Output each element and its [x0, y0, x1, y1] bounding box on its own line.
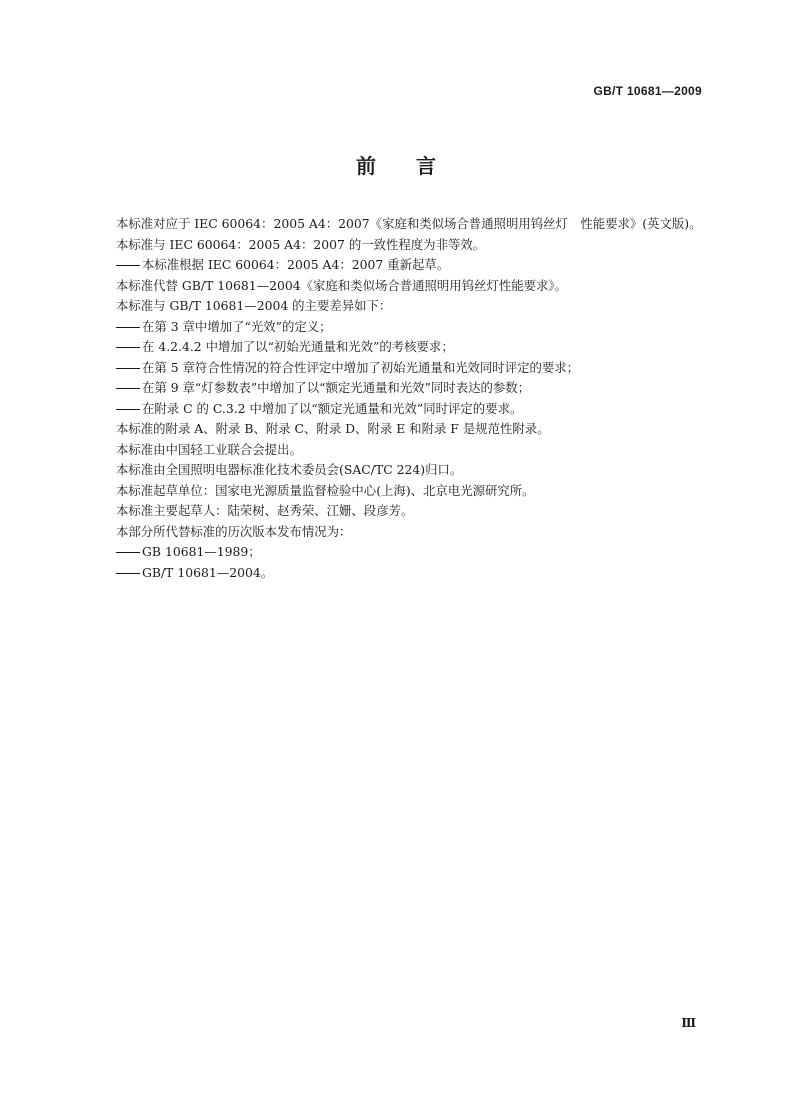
em-dash-marker [116, 573, 140, 574]
paragraph-text: GB 10681—1989； [142, 544, 261, 559]
paragraph-text: 在 4.2.4.2 中增加了以“初始光通量和光效”的考核要求； [142, 339, 454, 354]
paragraph [91, 296, 703, 317]
paragraph [91, 276, 703, 297]
paragraph [91, 235, 703, 256]
dash-list-item [91, 358, 703, 379]
em-dash-marker [116, 265, 140, 266]
paragraph-text: 本标准由中国轻工业联合会提出。 [116, 441, 302, 457]
page-title: 前言 [356, 154, 476, 178]
em-dash-marker [116, 409, 140, 410]
paragraph-text: 本标准与 IEC 60064：2005 A4：2007 的一致性程度为非等效。 [116, 236, 486, 252]
paragraph-text: 本标准代替 GB/T 10681—2004《家庭和类似场合普通照明用钨丝灯性能要求》。 [116, 277, 568, 293]
paragraph-text: GB/T 10681—2004。 [142, 564, 274, 580]
em-dash-marker [116, 347, 140, 348]
paragraph [91, 214, 703, 235]
dash-list-item [91, 378, 703, 399]
paragraph-text: 本标准根据 IEC 60064：2005 A4：2007 重新起草。 [142, 257, 450, 272]
paragraph [91, 481, 703, 502]
paragraph-text: 本标准与 GB/T 10681—2004 的主要差异如下： [116, 298, 392, 313]
dash-list-item [91, 317, 703, 338]
dash-list-item [91, 563, 703, 584]
dash-list-item [91, 255, 703, 276]
paragraph-text: 本标准由全国照明电器标准化技术委员会(SAC/TC 224)归口。 [116, 462, 463, 477]
dash-list-item [91, 542, 703, 563]
paragraph-text: 本标准主要起草人：陆荣树、赵秀荣、江姗、段彦芳。 [116, 503, 414, 518]
paragraph [91, 522, 703, 543]
paragraph-text: 本标准的附录 A、附录 B、附录 C、附录 D、附录 E 和附录 F 是规范性附录。 [116, 421, 550, 436]
dash-list-item [91, 337, 703, 358]
paragraph-text: 在第 9 章“灯参数表”中增加了以“额定光通量和光效”同时表达的参数； [142, 380, 531, 395]
paragraph-text: 在第 5 章符合性情况的符合性评定中增加了初始光通量和光效同时评定的要求； [142, 359, 580, 375]
paragraph-text: 在第 3 章中增加了“光效”的定义； [142, 318, 332, 334]
em-dash-marker [116, 552, 140, 553]
paragraph-text: 在附录 C 的 C.3.2 中增加了以“额定光通量和光效”同时评定的要求。 [142, 400, 523, 416]
em-dash-marker [116, 388, 140, 389]
page-number: Ⅲ [681, 1016, 696, 1030]
em-dash-marker [116, 327, 140, 328]
paragraph [91, 419, 703, 440]
dash-list-item [91, 399, 703, 420]
paragraph [91, 460, 703, 481]
paragraph-text: 本标准起草单位：国家电光源质量监督检验中心(上海)、北京电光源研究所。 [116, 482, 535, 498]
standard-number: GB/T 10681—2009 [593, 84, 702, 98]
paragraph [91, 501, 703, 522]
paragraph-text: 本部分所代替标准的历次版本发布情况为： [116, 523, 352, 539]
foreword-body [91, 214, 703, 583]
paragraph-text: 本标准对应于 IEC 60064：2005 A4：2007《家庭和类似场合普通照明用钨丝灯 性能要求》(英文版)。 [116, 216, 702, 231]
paragraph [91, 440, 703, 461]
em-dash-marker [116, 368, 140, 369]
